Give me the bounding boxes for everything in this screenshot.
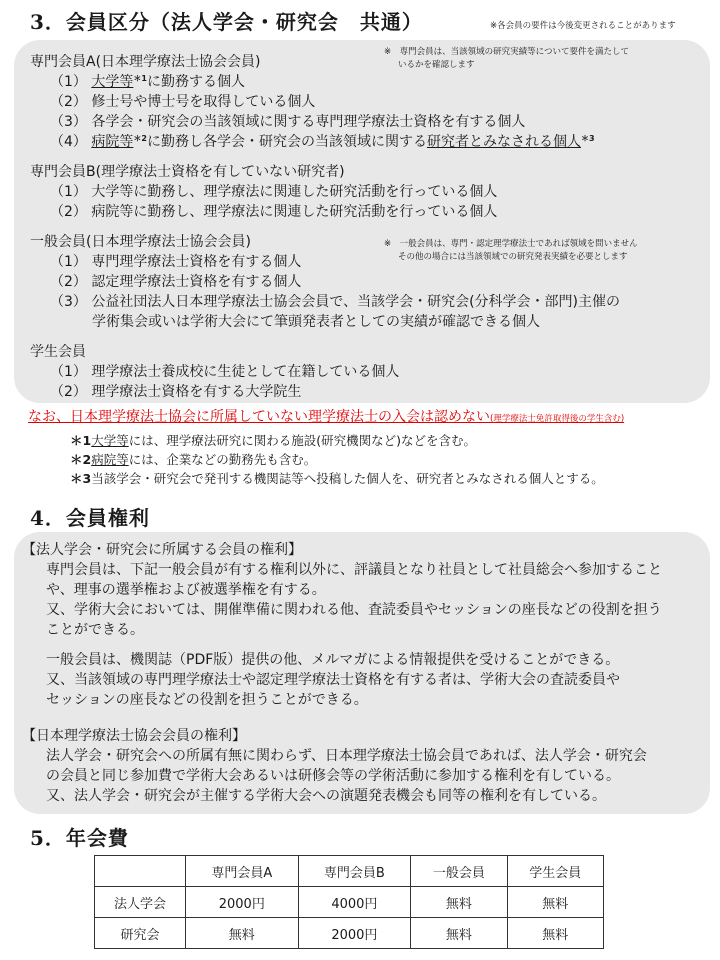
general-item-1: （1） 専門理学療法士資格を有する個人 — [50, 254, 302, 270]
rights-block1-heading: 【法人学会・研究会に所属する会員の権利】 — [22, 542, 302, 558]
fee-cell: 2000円 — [298, 918, 411, 949]
rights2-line-2: の会員と同じ参加費で学術大会あるいは研修会等の学術活動に参加する権利を有している。 — [46, 768, 620, 784]
rights2-line-1: 法人学会・研究会への所属有無に関わらず、日本理学療法士協会員であれば、法人学会・研究会 — [46, 748, 647, 764]
footnote-2: ＊2病院等には、企業などの勤務先も含む。 — [70, 452, 317, 467]
rights-line-1: 専門会員は、下記一般会員が有する権利以外に、評議員となり社員として社員総会へ参加すること — [46, 562, 662, 578]
footnote-3: ＊3当該学会・研究会で発刊する機関誌等へ投稿した個人を、研究者とみなされる個人とする。 — [70, 471, 604, 486]
fee-header-cell: 専門会員A — [186, 856, 299, 887]
general-note-1: ※ 一般会員は、専門・認定理学療法士であれば領域を問いません — [384, 239, 638, 249]
group-a-item-2: （2） 修士号や博士号を取得している個人 — [50, 94, 316, 110]
fee-header-cell: 専門会員B — [298, 856, 411, 887]
group-a-item-4: （4） 病院等$^{*2}$に勤務し各学会・研究会の当該領域に関する研究者とみなされる個人$^{*3}$ — [50, 134, 595, 150]
fee-table-row — [95, 918, 604, 949]
fee-header-cell: 一般会員 — [411, 856, 507, 887]
fee-table-row — [95, 887, 604, 918]
group-a-item-1: （1） 大学等$^{*1}$に勤務する個人 — [50, 74, 245, 90]
fee-row-label: 法人学会 — [95, 887, 186, 918]
section3-title: 3．会員区分（法人学会・研究会 共通） — [30, 10, 423, 34]
rights-line-5: 一般会員は、機関誌（PDF版）提供の他、メルマガによる情報提供を受けることができる。 — [46, 652, 620, 668]
group-b-item-2: （2） 病院等に勤務し、理学療法に関連した研究活動を行っている個人 — [50, 204, 498, 220]
general-item-2: （2） 認定理学療法士資格を有する個人 — [50, 274, 302, 290]
rights-block2-heading: 【日本理学療法士協会会員の権利】 — [22, 728, 246, 744]
fee-cell: 無料 — [411, 918, 507, 949]
rights-line-2: や、理事の選挙権および被選挙権を有する。 — [46, 582, 326, 598]
section4-title: 4．会員権利 — [30, 506, 150, 530]
fee-cell: 4000円 — [298, 887, 411, 918]
student-item-2: （2） 理学療法士資格を有する大学院生 — [50, 384, 302, 400]
rights-line-3: 又、学術大会においては、開催準備に関われる他、査読委員やセッションの座長などの役割を担う — [46, 602, 662, 618]
group-a-item-3: （3） 各学会・研究会の当該領域に関する専門理学療法士資格を有する個人 — [50, 114, 526, 130]
fee-header-cell — [95, 856, 186, 887]
general-heading: 一般会員(日本理学療法士協会会員) — [30, 234, 251, 250]
rights-line-6: 又、当該領域の専門理学療法士や認定理学療法士資格を有する者は、学術大会の査読委員や — [46, 672, 620, 688]
fee-table-header — [95, 856, 604, 887]
student-heading: 学生会員 — [30, 344, 86, 360]
rights-line-7: セッションの座長などの役割を担うことができる。 — [46, 692, 368, 708]
group-b-heading: 専門会員B(理学療法士資格を有していない研究者) — [30, 164, 345, 180]
student-item-1: （1） 理学療法士養成校に生徒として在籍している個人 — [50, 364, 400, 380]
fee-cell: 無料 — [507, 918, 603, 949]
group-a-note-2: いるかを確認します — [398, 60, 475, 70]
general-item-3-cont: 学術集会或いは学術大会にて筆頭発表者としての実績が確認できる個人 — [92, 314, 540, 330]
fee-cell: 無料 — [411, 887, 507, 918]
group-a-note-1: ※ 専門会員は、当該領域の研究実績等について要件を満たして — [384, 47, 629, 57]
general-note-2: その他の場合には当該領域での研究発表実績を必要とします — [398, 252, 628, 262]
general-item-3: （3） 公益社団法人日本理学療法士協会会員で、当該学会・研究会(分科学会・部門)主催の — [50, 294, 621, 310]
rights2-line-3: 又、法人学会・研究会が主催する学術大会への演題発表機会も同等の権利を有している。 — [46, 788, 606, 804]
rights-line-4: ことができる。 — [46, 622, 144, 638]
group-a-heading: 専門会員A(日本理学療法士協会会員) — [30, 54, 261, 70]
fee-cell: 無料 — [186, 918, 299, 949]
fee-table — [94, 855, 604, 949]
fee-cell: 2000円 — [186, 887, 299, 918]
fee-cell: 無料 — [507, 887, 603, 918]
fee-header-cell: 学生会員 — [507, 856, 603, 887]
section5-title: 5．年会費 — [30, 826, 129, 850]
footnote-1: ＊1大学等には、理学療法研究に関わる施設(研究機関など)などを含む。 — [70, 433, 476, 448]
red-note: なお、日本理学療法士協会に所属していない理学療法士の入会は認めない(理学療法士免許取得後の学生含む) — [28, 409, 625, 425]
section3-note: ※各会員の要件は今後変更されることがあります — [490, 21, 676, 31]
group-b-item-1: （1） 大学等に勤務し、理学療法に関連した研究活動を行っている個人 — [50, 184, 498, 200]
fee-row-label: 研究会 — [95, 918, 186, 949]
